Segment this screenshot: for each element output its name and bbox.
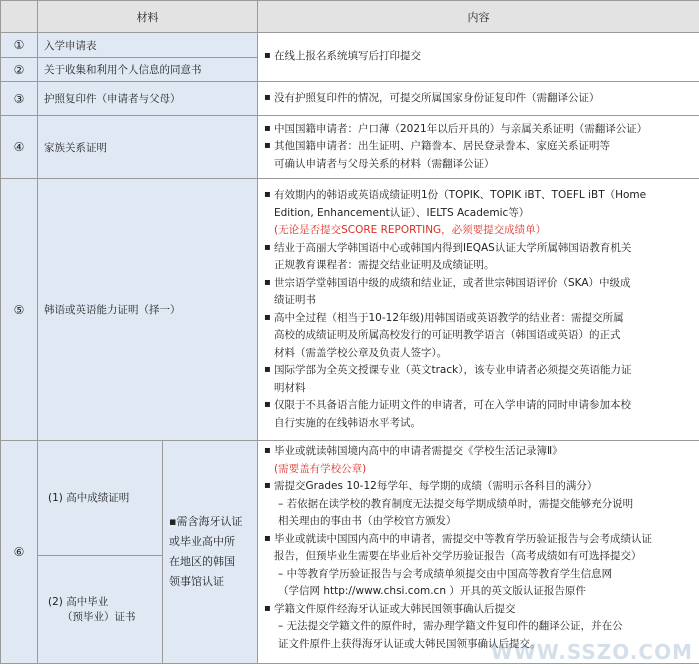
line-text: – 无法提交学籍文件的原件时，需办理学籍文件复印件的翻译公证，并在公 [278, 620, 623, 632]
row-number: ② [1, 58, 38, 82]
row-number: ⑤ [1, 179, 38, 441]
bullet-line [264, 531, 695, 566]
dash-line [264, 496, 695, 531]
row-number: ③ [1, 82, 38, 116]
site-watermark: WWW.SSZO.COM [490, 640, 693, 664]
note-line: 领事馆认证 [169, 575, 224, 588]
bullet-line [264, 138, 695, 173]
row-number: ① [1, 33, 38, 58]
bullet-line [264, 187, 695, 240]
line-text: Edition, Enhancement认证）、IELTS Academic等） [274, 206, 530, 219]
bullet-line [264, 362, 695, 397]
sub-material-transcript: (1) 高中成绩证明 [38, 441, 163, 556]
note-line: 在地区的韩国 [169, 555, 235, 568]
dash-line [264, 566, 695, 601]
line-text: 仅限于不具备语言能力证明文件的申请者，可在入学申请的同时申请参加本校 [274, 399, 631, 411]
line-text: 结业于高丽大学韩国语中心或韩国内得到IEQAS认证大学所属韩国语教育机关 [274, 241, 632, 254]
certification-note [163, 441, 258, 664]
bullet-line [264, 275, 695, 310]
header-left-blank [1, 1, 38, 33]
line-text: 自行实施的在线韩语水平考试。 [274, 416, 421, 429]
row-content [258, 179, 699, 441]
material-name: 护照复印件（申请者与父母） [38, 82, 258, 116]
bullet-line: ▪ 在线上报名系统填写后打印提交 [264, 48, 695, 66]
line-text: 高中全过程（相当于10-12年级)用韩国语或英语教学的结业者：需提交所属 [274, 311, 624, 324]
line-text: 正规教育课程者：需提交结业证明及成绩证明。 [274, 259, 495, 271]
line-text: – 若依据在读学校的教育制度无法提交每学期成绩单时，需提交能够充分说明 [278, 497, 634, 510]
bullet-line: ▪ 没有护照复印件的情况，可提交所属国家身份证复印件（需翻译公证） [264, 90, 695, 108]
line-text: 世宗语学堂韩国语中级的成绩和结业证，或者世宗韩国语评价（SKA）中级成 [274, 276, 631, 289]
line-text: 毕业或就读中国国内高中的申请者，需提交中等教育学历验证报告与会考成绩认证 [274, 532, 652, 545]
bullet-line [264, 310, 695, 363]
header-material: 材料 [38, 1, 258, 33]
header-content: 内容 [258, 1, 699, 33]
line-text: 材料（需盖学校公章及负责人签字）。 [274, 346, 448, 359]
warning-text: (需要盖有学校公章) [274, 462, 367, 475]
line-text: 可确认申请者与父母关系的材料（需翻译公证） [274, 157, 495, 170]
row-5 [1, 179, 699, 441]
line-text: 有效期内的韩语或英语成绩证明1份（TOPIK、TOPIK iBT、TOEFL iBT（Home [274, 189, 647, 201]
bullet-line: ▪ 学籍文件原件经海牙认证或大韩民国领事确认后提交 [264, 601, 695, 619]
line-text: – 中等教育学历验证报告与会考成绩单须提交由中国高等教育学生信息网 [278, 567, 613, 580]
row-content [258, 441, 699, 664]
line-text: 证文件原件上获得海牙认证或大韩民国领事确认后提交。 [278, 637, 541, 650]
line-text: 绩证明书 [274, 294, 316, 306]
material-name: 家族关系证明 [38, 116, 258, 179]
line-text: (2) 高中毕业 [48, 596, 109, 609]
line-text: 高校的成绩证明及所属高校发行的可证明教学语言（韩国语或英语）的正式 [274, 329, 621, 341]
bullet-line: ▪ 需提交Grades 10-12每学年、每学期的成绩（需明示各科目的满分） [264, 478, 695, 496]
note-line: ▪需含海牙认证 [169, 515, 243, 528]
row-content [258, 116, 699, 179]
row-content [258, 82, 699, 116]
line-text: 报告，但预毕业生需要在毕业后补交学历验证报告（高考成绩如有可选择提交） [274, 550, 642, 562]
line-text: 相关理由的事由书（由学校官方颁发） [278, 515, 457, 527]
row-content [258, 33, 699, 82]
note-line: 或毕业高中所 [169, 535, 235, 548]
line-text: （预毕业）证书 [62, 611, 136, 624]
row-3 [1, 82, 699, 116]
row-4 [1, 116, 699, 179]
row-number: ④ [1, 116, 38, 179]
sub-material-diploma [38, 555, 163, 663]
bullet-line [264, 397, 695, 432]
warning-text: (无论是否提交SCORE REPORTING，必须要提交成绩单） [274, 224, 547, 236]
bullet-line: ▪ 中国国籍申请者：户口薄（2021年以后开具的）与亲属关系证明（需翻译公证） [264, 121, 695, 139]
line-text: 毕业或就读韩国境内高中的申请者需提交《学校生活记录簿Ⅱ》 [274, 445, 563, 457]
line-text: 其他国籍申请者：出生证明、户籍誊本、居民登录誊本、家庭关系证明等 [274, 140, 610, 153]
line-text: （学信网 http://www.chsi.com.cn ）开具的英文版认证报告原件 [278, 585, 586, 597]
header-row [1, 1, 699, 33]
row-content-inner [264, 443, 695, 661]
material-name: 关于收集和利用个人信息的同意书 [38, 58, 258, 82]
material-name: 入学申请表 [38, 33, 258, 58]
line-text: 国际学部为全英文授课专业（英文track），该专业申请者必须提交英语能力证 [274, 364, 632, 376]
line-text: 明材料 [274, 381, 306, 394]
row-number: ⑥ [1, 441, 38, 664]
row-1 [1, 33, 699, 58]
bullet-line [264, 443, 695, 478]
bullet-line [264, 240, 695, 275]
row-6a [1, 441, 699, 556]
material-name: 韩语或英语能力证明（择一） [38, 179, 258, 441]
